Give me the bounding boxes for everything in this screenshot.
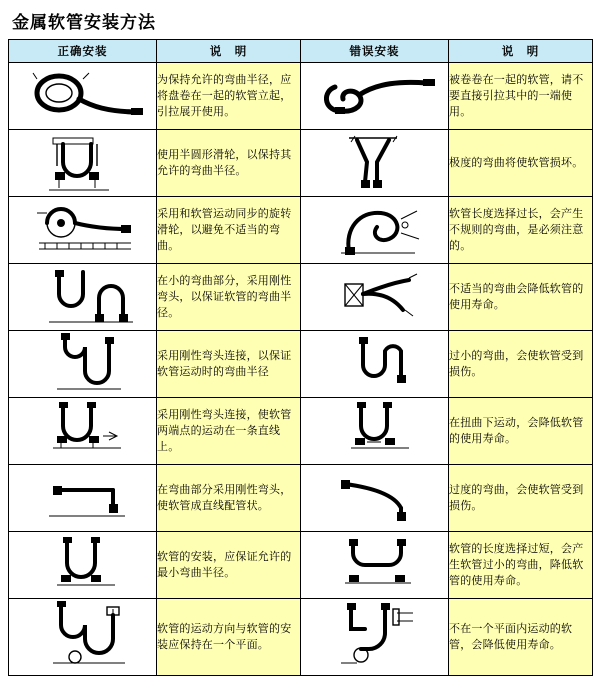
u-hose-min-bend-radius-icon [9,532,157,599]
coiled-hose-pulled-straight-icon [301,63,449,130]
torsional-motion-u-hose-icon [301,398,449,465]
rotating-sheave-with-chain-icon [9,197,157,264]
row8-wrong-desc: 软管的长度选择过短，会产生软管过小的弯曲，降低软管的使用寿命。 [449,532,593,599]
table-row [9,264,593,331]
table-row [9,63,593,130]
motion-in-same-plane-icon [9,599,157,676]
table-row [9,599,593,676]
row5-wrong-desc: 过小的弯曲，会使软管受到损伤。 [449,331,593,398]
row8-correct-desc: 软管的安装，应保证允许的最小弯曲半径。 [157,532,301,599]
rigid-elbow-straight-piping-icon [9,465,157,532]
row5-correct-desc: 采用刚性弯头连接，以保证软管运动时的弯曲半径 [157,331,301,398]
table-row [9,532,593,599]
sharp-bend-over-edge-icon [301,130,449,197]
table-row [9,130,593,197]
rigid-elbow-small-bend-icon [9,264,157,331]
row3-wrong-desc: 软管长度选择过长，会产生不规则的弯曲，是必须注意的。 [449,197,593,264]
too-small-bend-radius-icon [301,331,449,398]
row6-wrong-desc: 在扭曲下运动，会降低软管的使用寿命。 [449,398,593,465]
coiled-hose-unrolled-icon [9,63,157,130]
row9-correct-desc: 软管的运动方向与软管的安装应保持在一个平面。 [157,599,301,676]
header-correct-desc: 说 明 [157,40,301,63]
row3-correct-desc: 采用和软管运动同步的旋转滑轮，以避免不适当的弯曲。 [157,197,301,264]
table-header-row [9,40,593,63]
page-title: 金属软管安装方法 [12,13,156,33]
rigid-elbow-connection-u-bend-icon [9,331,157,398]
header-wrong-desc: 说 明 [449,40,593,63]
row7-correct-desc: 在弯曲部分采用刚性弯头，使软管成直线配管状。 [157,465,301,532]
improper-bend-short-life-icon [301,264,449,331]
excessive-bend-damage-icon [301,465,449,532]
table-row [9,398,593,465]
over-long-hose-irregular-bend-icon [301,197,449,264]
installation-methods-table [8,39,593,676]
header-wrong-install: 错误安装 [301,40,449,63]
over-long-hose-small-bend-icon [301,532,449,599]
row4-wrong-desc: 不适当的弯曲会降低软管的使用寿命。 [449,264,593,331]
row2-correct-desc: 使用半圆形滑轮，以保持其允许的弯曲半径。 [157,130,301,197]
row4-correct-desc: 在小的弯曲部分，采用刚性弯头，以保证软管的弯曲半径。 [157,264,301,331]
motion-not-in-same-plane-icon [301,599,449,676]
table-row [9,331,593,398]
table-row [9,197,593,264]
table-row [9,465,593,532]
row7-wrong-desc: 过度的弯曲，会使软管受到损伤。 [449,465,593,532]
header-correct-install: 正确安装 [9,40,157,63]
semicircular-sheave-guide-icon [9,130,157,197]
row1-correct-desc: 为保持允许的弯曲半径，应将盘卷在一起的软管立起，引拉展开使用。 [157,63,301,130]
rigid-elbow-straight-line-motion-icon [9,398,157,465]
row1-wrong-desc: 被卷卷在一起的软管，请不要直接引拉其中的一端使用。 [449,63,593,130]
row6-correct-desc: 采用刚性弯头连接，使软管两端点的运动在一条直线上。 [157,398,301,465]
row9-wrong-desc: 不在一个平面内运动的软管，会降低使用寿命。 [449,599,593,676]
row2-wrong-desc: 极度的弯曲将使软管损坏。 [449,130,593,197]
